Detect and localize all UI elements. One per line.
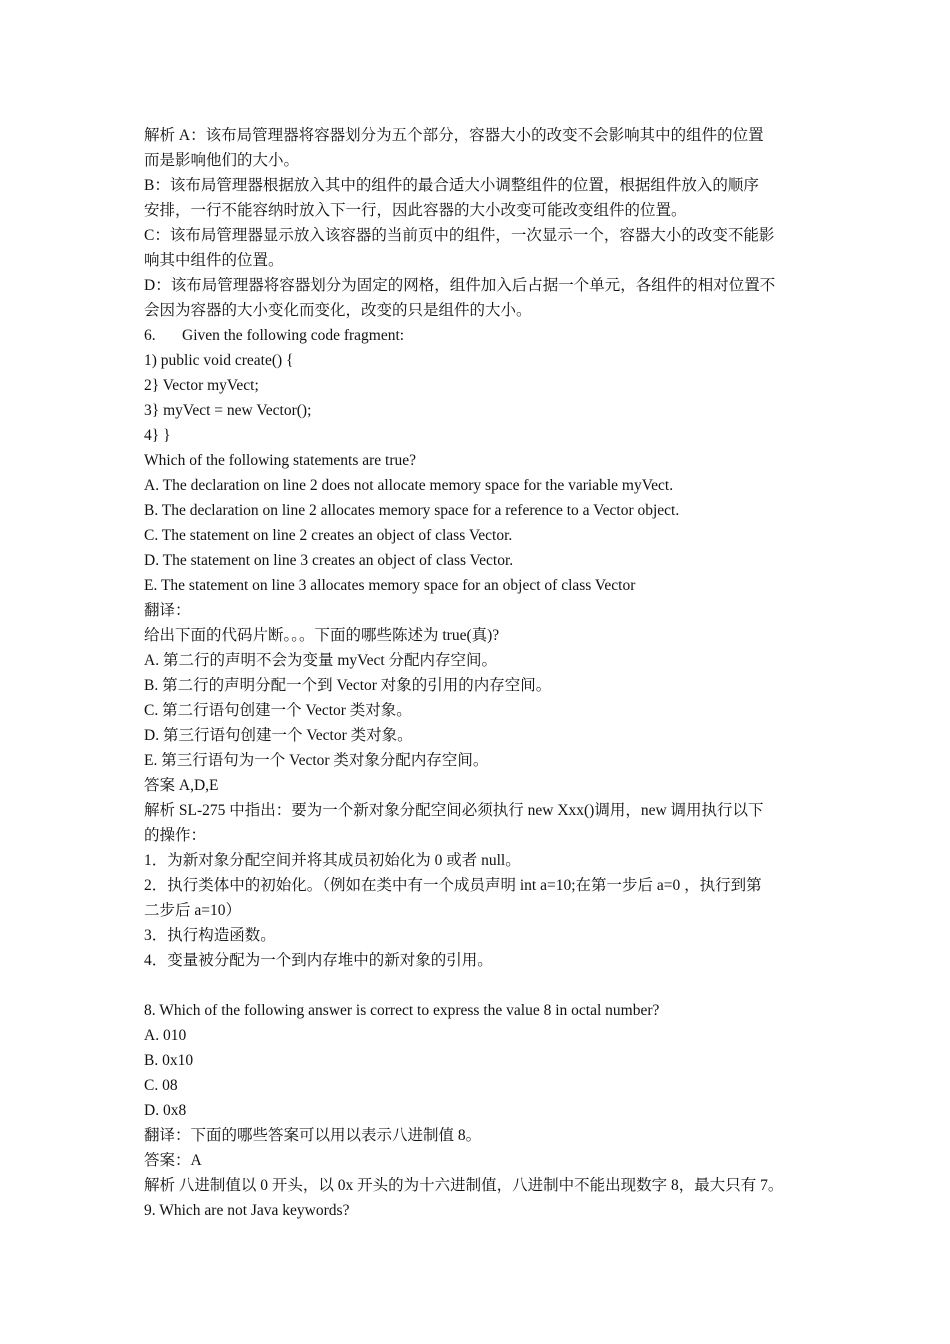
paragraph-spacer	[144, 973, 812, 998]
question-8-block	[144, 998, 812, 1198]
analysis-line: 响其中组件的位置。	[144, 252, 284, 269]
translation-label: 翻译：	[144, 602, 191, 619]
question-number: 6.	[144, 327, 156, 344]
option-b: B. 0x10	[144, 1052, 194, 1069]
analysis-line: D：该布局管理器将容器划分为固定的网格，组件加入后占据一个单元，各组件的相对位置不	[144, 277, 776, 294]
translation-line: E. 第三行语句为一个 Vector 类对象分配内存空间。	[144, 752, 489, 769]
analysis-line: B：该布局管理器根据放入其中的组件的最合适大小调整组件的位置，根据组件放入的顺序	[144, 177, 759, 194]
option-b: B. The declaration on line 2 allocates memory space for a reference to a Vector object.	[144, 502, 680, 519]
option-a: A. The declaration on line 2 does not allocate memory space for the variable myVect.	[144, 477, 674, 494]
code-line: 3} myVect = new Vector();	[144, 402, 312, 419]
code-line: 4} }	[144, 427, 171, 444]
option-a: A. 010	[144, 1027, 187, 1044]
translation-line: 翻译：下面的哪些答案可以用以表示八进制值 8。	[144, 1127, 482, 1144]
answer-line: 答案 A,D,E	[144, 777, 219, 794]
analysis-line: 2．执行类体中的初始化。（例如在类中有一个成员声明 int a=10;在第一步后 a=0 ，执行到第	[144, 877, 762, 894]
translation-line: B. 第二行的声明分配一个到 Vector 对象的引用的内存空间。	[144, 677, 552, 694]
layout-analysis-block	[144, 123, 812, 323]
question-text: 9. Which are not Java keywords?	[144, 1202, 350, 1219]
option-c: C. The statement on line 2 creates an object of class Vector.	[144, 527, 513, 544]
analysis-line: C：该布局管理器显示放入该容器的当前页中的组件，一次显示一个，容器大小的改变不能影	[144, 227, 775, 244]
translation-line: 给出下面的代码片断。。。下面的哪些陈述为 true(真)?	[144, 627, 500, 644]
code-line: 1) public void create() {	[144, 352, 294, 369]
analysis-line: 解析 SL-275 中指出：要为一个新对象分配空间必须执行 new Xxx()调用，new 调用执行以下	[144, 802, 764, 819]
analysis-line: 安排，一行不能容纳时放入下一行，因此容器的大小改变可能改变组件的位置。	[144, 202, 687, 219]
question-text: 8. Which of the following answer is correct to express the value 8 in octal number?	[144, 1002, 660, 1019]
option-d: D. 0x8	[144, 1102, 187, 1119]
document-page	[144, 123, 812, 1223]
analysis-line: 1．为新对象分配空间并将其成员初始化为 0 或者 null。	[144, 852, 521, 869]
option-c: C. 08	[144, 1077, 178, 1094]
analysis-line: 解析 A：该布局管理器将容器划分为五个部分，容器大小的改变不会影响其中的组件的位置	[144, 127, 764, 144]
option-e: E. The statement on line 3 allocates memory space for an object of class Vector	[144, 577, 636, 594]
analysis-line: 会因为容器的大小变化而变化，改变的只是组件的大小。	[144, 302, 532, 319]
analysis-line: 解析 八进制值以 0 开头，以 0x 开头的为十六进制值，八进制中不能出现数字 8，最大只有 7。	[144, 1177, 784, 1194]
analysis-line: 3．执行构造函数。	[144, 927, 276, 944]
code-line: 2} Vector myVect;	[144, 377, 259, 394]
translation-line: C. 第二行语句创建一个 Vector 类对象。	[144, 702, 412, 719]
analysis-line: 而是影响他们的大小。	[144, 152, 300, 169]
question-6-block	[144, 323, 812, 973]
option-d: D. The statement on line 3 creates an object of class Vector.	[144, 552, 514, 569]
question-prompt: Which of the following statements are true?	[144, 452, 417, 469]
translation-line: D. 第三行语句创建一个 Vector 类对象。	[144, 727, 413, 744]
translation-line: A. 第二行的声明不会为变量 myVect 分配内存空间。	[144, 652, 498, 669]
question-text: Given the following code fragment:	[182, 327, 405, 344]
analysis-line: 的操作：	[144, 827, 207, 844]
analysis-line: 4．变量被分配为一个到内存堆中的新对象的引用。	[144, 952, 493, 969]
question-9-block	[144, 1198, 812, 1223]
analysis-line: 二步后 a=10）	[144, 902, 241, 919]
answer-line: 答案：A	[144, 1152, 202, 1169]
question-6-heading	[144, 323, 812, 348]
